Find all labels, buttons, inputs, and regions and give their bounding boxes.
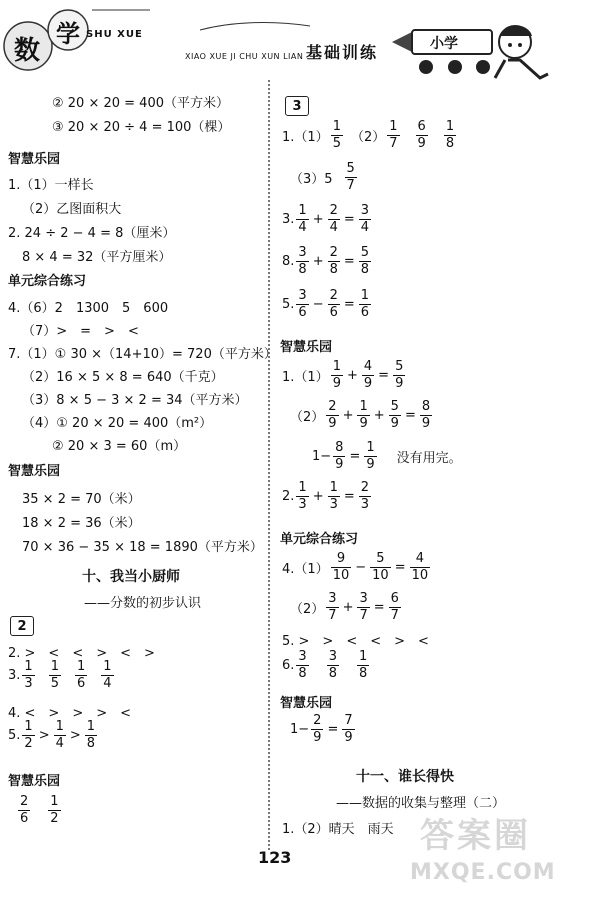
- denominator: 9: [417, 135, 426, 151]
- denominator: 3: [329, 496, 338, 512]
- numerator: 1: [50, 794, 59, 809]
- fraction-answer: [290, 162, 359, 192]
- denominator: 9: [363, 375, 373, 391]
- operator: =: [373, 599, 385, 615]
- denominator: 7: [389, 135, 398, 151]
- numerator: 2: [360, 480, 370, 495]
- numerator: 1: [24, 719, 33, 734]
- operator: +: [342, 407, 354, 423]
- item-number: 5.: [8, 727, 21, 743]
- fraction-answer: [8, 660, 116, 690]
- fraction: [296, 289, 308, 319]
- operator: 1−: [312, 448, 332, 464]
- denominator: 7: [390, 607, 399, 623]
- fraction: [359, 481, 371, 511]
- denominator: 8: [298, 665, 307, 681]
- answer-line: 2. > < < > < >: [8, 646, 155, 661]
- section-heading: 智慧乐园: [8, 774, 61, 789]
- answer-line: ③ 20 × 20 ÷ 4 = 100（棵）: [52, 120, 231, 135]
- column-divider: [268, 80, 270, 850]
- fraction: [359, 246, 371, 276]
- item-number: 8.: [282, 253, 295, 269]
- fraction: [18, 795, 30, 825]
- fraction: [420, 400, 432, 430]
- numerator: 3: [328, 591, 337, 606]
- answer-line: ② 20 × 20 = 400（平方米）: [52, 96, 229, 111]
- operator: −: [355, 559, 367, 575]
- denominator: 8: [329, 261, 338, 277]
- denominator: 6: [20, 810, 29, 826]
- answer-line: 2. 24 ÷ 2 − 4 = 8（厘米）: [8, 226, 176, 241]
- numerator: 1: [445, 119, 455, 134]
- fraction: [444, 120, 456, 150]
- denominator: 10: [411, 567, 429, 583]
- numerator: 5: [376, 551, 385, 566]
- operator: +: [342, 599, 354, 615]
- numerator: 1: [332, 359, 341, 374]
- item-number: 3.: [8, 667, 21, 683]
- answer-note: 没有用完。: [396, 450, 462, 466]
- fraction: [75, 660, 87, 690]
- fraction-answer: [282, 120, 458, 150]
- fraction: [416, 120, 428, 150]
- section-heading: 智慧乐园: [280, 696, 333, 711]
- fraction-answer: [16, 795, 63, 825]
- fraction: [362, 360, 374, 390]
- header-series-char: 础: [324, 43, 341, 62]
- operator: >: [69, 727, 81, 743]
- numerator: 9: [336, 551, 346, 566]
- fraction: [389, 592, 401, 622]
- fraction: [345, 162, 357, 192]
- fraction: [331, 552, 352, 582]
- denominator: 4: [329, 219, 338, 235]
- watermark-text: 答案圈: [420, 816, 531, 856]
- fraction: [327, 650, 339, 680]
- answer-line: 4.（6）2 1300 5 600: [8, 301, 169, 316]
- denominator: 2: [24, 735, 33, 751]
- exercise-badge: 2: [10, 616, 34, 636]
- denominator: 9: [421, 415, 431, 431]
- fraction: [331, 120, 343, 150]
- fraction: [22, 720, 34, 750]
- answer-line: 4. < > > > <: [8, 706, 131, 721]
- header-big-char-1: 数: [14, 36, 41, 66]
- operator: =: [343, 253, 355, 269]
- fraction: [296, 481, 308, 511]
- operator: −: [312, 296, 324, 312]
- denominator: 2: [50, 810, 59, 826]
- item-number: 4.（1）: [282, 561, 329, 577]
- numerator: 3: [298, 245, 307, 260]
- item-number: 6.: [282, 657, 295, 673]
- denominator: 9: [390, 415, 399, 431]
- header-series-title: [306, 40, 376, 63]
- denominator: 6: [76, 675, 86, 691]
- section-heading: 单元综合练习: [8, 274, 87, 289]
- answer-line: （4）① 20 × 20 = 400（m²）: [22, 416, 213, 431]
- operator: =: [343, 488, 355, 504]
- fraction-equation: [290, 592, 403, 622]
- denominator: 8: [360, 261, 370, 277]
- fraction-answer: [282, 650, 371, 680]
- answer-line: ② 20 × 3 = 60（m）: [52, 439, 187, 454]
- numerator: 1: [366, 440, 375, 455]
- operator: >: [38, 727, 50, 743]
- fraction: [296, 650, 308, 680]
- header-big-char-2: 学: [56, 19, 80, 48]
- fraction: [357, 592, 369, 622]
- fraction: [22, 660, 34, 690]
- denominator: 8: [298, 261, 307, 277]
- denominator: 9: [335, 456, 344, 472]
- numerator: 6: [417, 119, 426, 134]
- item-number: 3.: [282, 211, 295, 227]
- numerator: 2: [329, 288, 338, 303]
- unit-subtitle: ——分数的初步认识: [84, 596, 202, 611]
- section-heading: 智慧乐园: [8, 464, 61, 479]
- denominator: 9: [344, 729, 353, 745]
- fraction-equation: [290, 400, 434, 430]
- denominator: 8: [358, 665, 368, 681]
- unit-title: 十、我当小厨师: [82, 569, 180, 585]
- header-series-char: 基: [306, 43, 323, 62]
- numerator: 1: [298, 203, 307, 218]
- fraction: [54, 720, 66, 750]
- fraction: [357, 650, 369, 680]
- denominator: 8: [86, 735, 96, 751]
- numerator: 7: [344, 713, 353, 728]
- fraction-equation: [282, 204, 373, 234]
- fraction: [326, 400, 338, 430]
- denominator: 3: [360, 496, 370, 512]
- page-number: 123: [258, 848, 292, 867]
- fraction: [85, 720, 97, 750]
- operator: =: [343, 211, 355, 227]
- item-number: 5.: [282, 296, 295, 312]
- denominator: 10: [332, 567, 350, 583]
- denominator: 9: [366, 456, 375, 472]
- numerator: 1: [360, 288, 370, 303]
- numerator: 2: [328, 399, 337, 414]
- operator: 1−: [290, 721, 310, 737]
- fraction: [328, 289, 340, 319]
- numerator: 1: [389, 119, 398, 134]
- numerator: 1: [24, 659, 33, 674]
- denominator: 9: [313, 729, 322, 745]
- header-banner: [0, 0, 590, 80]
- numerator: 3: [360, 203, 370, 218]
- fraction-equation: [282, 360, 407, 390]
- numerator: 1: [76, 659, 86, 674]
- sub-number: （3）5: [290, 171, 333, 187]
- answer-line: 8 × 4 = 32（平方厘米）: [22, 250, 172, 265]
- fraction: [101, 660, 113, 690]
- numerator: 1: [359, 399, 368, 414]
- answer-line: 35 × 2 = 70（米）: [22, 492, 141, 507]
- denominator: 4: [298, 219, 307, 235]
- fraction: [328, 246, 340, 276]
- fraction: [389, 400, 401, 430]
- item-number: 2.: [282, 488, 295, 504]
- header-xiaoxue: 小学: [430, 36, 458, 52]
- numerator: 2: [20, 794, 29, 809]
- operator: =: [343, 296, 355, 312]
- fraction-equation: [282, 289, 373, 319]
- numerator: 2: [329, 245, 338, 260]
- unit-title: 十一、谁长得快: [356, 769, 454, 785]
- denominator: 6: [329, 304, 338, 320]
- fraction-equation: [312, 441, 462, 471]
- denominator: 5: [50, 675, 59, 691]
- numerator: 4: [415, 551, 424, 566]
- fraction: [333, 441, 345, 471]
- operator: +: [346, 367, 358, 383]
- header-decoration: [0, 0, 590, 80]
- denominator: 4: [55, 735, 64, 751]
- fraction: [311, 714, 323, 744]
- numerator: 1: [358, 649, 368, 664]
- numerator: 4: [363, 359, 373, 374]
- header-series-char: 训: [342, 43, 359, 62]
- answer-line: 7.（1）① 30 ×（14+10）= 720（平方米）: [8, 347, 277, 362]
- exercise-badge: 3: [285, 96, 309, 116]
- operator: =: [327, 721, 339, 737]
- denominator: 7: [328, 607, 337, 623]
- denominator: 7: [359, 607, 368, 623]
- numerator: 5: [395, 359, 404, 374]
- fraction: [331, 360, 343, 390]
- operator: =: [378, 367, 390, 383]
- numerator: 2: [313, 713, 322, 728]
- denominator: 6: [360, 304, 370, 320]
- fraction: [342, 714, 354, 744]
- denominator: 3: [24, 675, 33, 691]
- numerator: 3: [359, 591, 368, 606]
- fraction: [296, 204, 308, 234]
- answer-line: （2）16 × 5 × 8 = 640（千克）: [22, 370, 224, 385]
- answer-line: （3）8 × 5 − 3 × 2 = 34（平方米）: [22, 393, 248, 408]
- denominator: 8: [445, 135, 455, 151]
- fraction: [370, 552, 391, 582]
- answer-line: 1.（2）晴天 雨天: [282, 822, 394, 837]
- fraction: [296, 246, 308, 276]
- header-pinyin: SHU XUE: [86, 29, 143, 40]
- operator: +: [312, 488, 324, 504]
- numerator: 5: [360, 245, 370, 260]
- operator: =: [394, 559, 406, 575]
- sub-number: （2）: [290, 601, 325, 617]
- item-number: 1.（1）: [282, 369, 329, 385]
- fraction: [359, 204, 371, 234]
- fraction: [410, 552, 431, 582]
- fraction: [48, 795, 60, 825]
- fraction: [387, 120, 399, 150]
- denominator: 7: [346, 177, 355, 193]
- denominator: 3: [298, 496, 307, 512]
- numerator: 5: [346, 161, 355, 176]
- fraction-equation: [290, 714, 357, 744]
- denominator: 8: [328, 665, 337, 681]
- fraction: [393, 360, 405, 390]
- numerator: 1: [55, 719, 64, 734]
- numerator: 1: [332, 119, 341, 134]
- denominator: 4: [360, 219, 370, 235]
- operator: +: [312, 253, 324, 269]
- denominator: 10: [372, 567, 389, 583]
- answer-line: （7）> = > <: [22, 324, 139, 339]
- denominator: 9: [359, 415, 368, 431]
- denominator: 5: [332, 135, 341, 151]
- header-series-char: 练: [360, 43, 377, 62]
- numerator: 1: [103, 659, 112, 674]
- answer-line: 5. > > < < > <: [282, 634, 429, 649]
- section-heading: 智慧乐园: [280, 340, 333, 355]
- answer-line: 18 × 2 = 36（米）: [22, 516, 141, 531]
- header-series-pinyin: XIAO XUE JI CHU XUN LIAN: [185, 52, 304, 61]
- fraction: [359, 289, 371, 319]
- fraction: [328, 481, 340, 511]
- section-heading: 智慧乐园: [8, 152, 61, 167]
- numerator: 2: [329, 203, 338, 218]
- fraction-answer: [8, 720, 99, 750]
- section-heading: 单元综合练习: [280, 532, 359, 547]
- fraction-equation: [282, 481, 373, 511]
- operator: =: [404, 407, 416, 423]
- sub-number: （2）: [290, 409, 325, 425]
- fraction: [326, 592, 338, 622]
- numerator: 3: [328, 649, 337, 664]
- denominator: 9: [395, 375, 404, 391]
- numerator: 8: [335, 440, 344, 455]
- denominator: 6: [298, 304, 307, 320]
- numerator: 3: [298, 288, 307, 303]
- answer-line: （2）乙图面积大: [22, 202, 122, 217]
- watermark-url: MXQE.COM: [410, 860, 556, 885]
- numerator: 1: [329, 480, 338, 495]
- denominator: 9: [332, 375, 341, 391]
- operator: =: [349, 448, 361, 464]
- numerator: 8: [421, 399, 431, 414]
- answer-line: 1.（1）一样长: [8, 178, 94, 193]
- denominator: 4: [103, 675, 112, 691]
- unit-subtitle: ——数据的收集与整理（二）: [336, 796, 506, 811]
- fraction-equation: [282, 246, 373, 276]
- fraction: [49, 660, 61, 690]
- numerator: 1: [298, 480, 307, 495]
- numerator: 3: [298, 649, 307, 664]
- fraction: [328, 204, 340, 234]
- denominator: 9: [328, 415, 337, 431]
- numerator: 1: [50, 659, 59, 674]
- sub-number: （2）: [350, 129, 386, 145]
- numerator: 6: [390, 591, 399, 606]
- operator: +: [373, 407, 385, 423]
- operator: +: [312, 211, 324, 227]
- numerator: 5: [390, 399, 399, 414]
- fraction: [364, 441, 376, 471]
- fraction: [357, 400, 369, 430]
- fraction-equation: [282, 552, 432, 582]
- answer-line: 70 × 36 − 35 × 18 = 1890（平方米）: [22, 540, 263, 555]
- numerator: 1: [86, 719, 96, 734]
- item-number: 1.（1）: [282, 129, 329, 145]
